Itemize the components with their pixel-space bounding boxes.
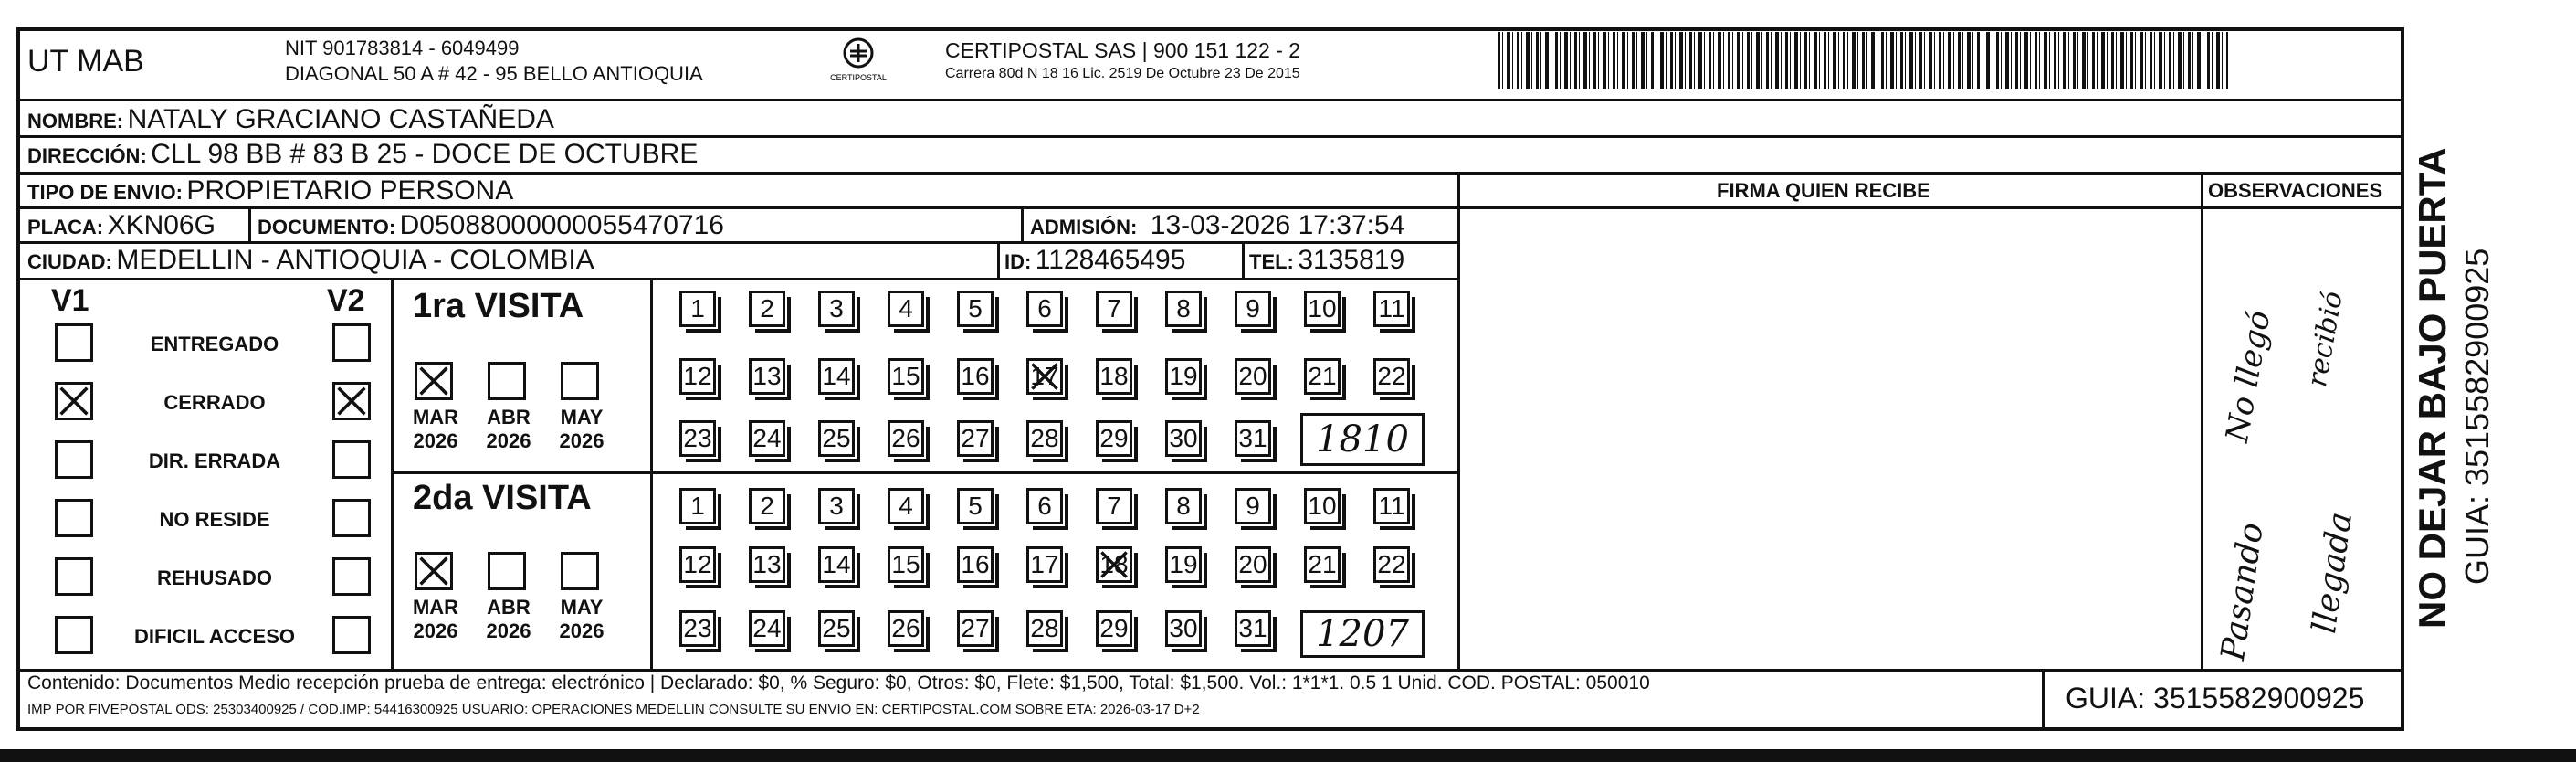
day-box[interactable] [1373, 358, 1410, 395]
day-box[interactable] [1165, 358, 1202, 395]
divider [1021, 208, 1024, 241]
day-box[interactable] [679, 358, 716, 395]
address-field [27, 139, 698, 170]
name-label: NOMBRE: [27, 110, 124, 132]
day-box[interactable] [888, 610, 924, 647]
day-number: 20 [1238, 362, 1267, 390]
day-box[interactable] [1165, 291, 1202, 327]
observations-column-right [2402, 99, 2404, 674]
day-box[interactable] [888, 358, 924, 395]
v2-status-checkbox[interactable] [332, 499, 371, 537]
company-address: DIAGONAL 50 A # 42 - 95 BELLO ANTIOQUIA [285, 62, 703, 85]
day-number: 16 [961, 362, 990, 390]
day-box[interactable] [679, 291, 716, 327]
day-number: 5 [968, 294, 983, 323]
name-value: NATALY GRACIANO CASTAÑEDA [127, 104, 554, 134]
year-label: 2026 [486, 619, 531, 642]
day-box[interactable] [1096, 420, 1132, 457]
observations-header: OBSERVACIONES [2208, 179, 2383, 202]
second-visit-title: 2da VISITA [413, 479, 592, 517]
divider [16, 278, 1457, 280]
day-number: 21 [1308, 362, 1337, 390]
day-box[interactable] [1165, 420, 1202, 457]
month-checkbox[interactable] [561, 552, 599, 590]
observation-handwriting: No llegó [2219, 308, 2278, 445]
v2-status-checkbox[interactable] [332, 616, 371, 654]
day-number: 30 [1169, 614, 1198, 642]
day-box[interactable] [679, 546, 716, 583]
year-label: 2026 [486, 429, 531, 452]
send-type-field [27, 175, 513, 206]
observation-handwriting: llegada [2306, 509, 2360, 636]
visit-divider [391, 471, 1459, 474]
day-box[interactable] [1096, 610, 1132, 647]
document-field [258, 210, 724, 241]
observations-column-left [2201, 172, 2203, 671]
day-box[interactable] [1304, 546, 1341, 583]
side-guide-number: GUIA: 3515582900925 [2458, 248, 2496, 585]
year-label: 2026 [559, 429, 605, 452]
day-box[interactable] [749, 488, 785, 524]
signature-header: FIRMA QUIEN RECIBE [1717, 179, 1930, 202]
day-number: 19 [1169, 362, 1198, 390]
day-box[interactable] [818, 546, 855, 583]
month-checkbox[interactable] [415, 362, 453, 400]
day-number: 7 [1107, 294, 1121, 323]
day-number: 19 [1169, 550, 1198, 578]
v1-status-checkbox[interactable] [55, 557, 93, 596]
day-number: 25 [822, 614, 851, 642]
footer-guide-number: GUIA: 3515582900925 [2066, 682, 2365, 714]
status-label: DIFICIL ACCESO [133, 625, 295, 648]
day-number: 1 [690, 492, 705, 520]
status-label: NO RESIDE [159, 508, 270, 531]
day-number: 27 [961, 614, 990, 642]
day-number: 11 [1378, 294, 1405, 323]
tel-label: TEL: [1249, 250, 1294, 273]
v1-status-checkbox[interactable] [55, 440, 93, 479]
day-number: 20 [1238, 550, 1267, 578]
day-number: 29 [1099, 614, 1129, 642]
day-box[interactable] [1373, 488, 1410, 524]
day-number: 30 [1169, 424, 1198, 452]
day-box[interactable] [957, 291, 994, 327]
day-number: 22 [1377, 550, 1406, 578]
carrier-license: Carrera 80d N 18 16 Lic. 2519 De Octubre 23 De 2015 [945, 66, 1300, 81]
address-value: CLL 98 BB # 83 B 25 - DOCE DE OCTUBRE [151, 139, 699, 169]
day-box[interactable] [1235, 488, 1271, 524]
divider [16, 135, 2404, 138]
first-visit-time: 1810 [1300, 413, 1425, 466]
day-number: 27 [961, 424, 990, 452]
month-label: MAY [560, 596, 604, 619]
id-field [1004, 245, 1185, 276]
day-number: 9 [1246, 294, 1260, 323]
day-box[interactable] [818, 420, 855, 457]
v2-status-checkbox[interactable] [332, 382, 371, 420]
month-checkbox[interactable] [561, 362, 599, 400]
day-number: 13 [752, 550, 782, 578]
day-box[interactable] [749, 546, 785, 583]
barcode [1498, 32, 2228, 89]
day-box[interactable] [818, 291, 855, 327]
svg-text:CERTIPOSTAL: CERTIPOSTAL [830, 73, 887, 82]
admission-label: ADMISIÓN: [1030, 216, 1138, 238]
day-number: 26 [891, 424, 920, 452]
city-value: MEDELLIN - ANTIOQUIA - COLOMBIA [116, 245, 594, 275]
day-box[interactable] [1165, 546, 1202, 583]
observation-handwriting: recibió [2301, 289, 2350, 390]
day-number: 6 [1037, 294, 1052, 323]
bottom-border [0, 749, 2576, 762]
day-number: 29 [1099, 424, 1129, 452]
day-box[interactable] [1165, 610, 1202, 647]
day-number: 31 [1238, 424, 1267, 452]
day-box[interactable] [957, 420, 994, 457]
company-nit: NIT 901783814 - 6049499 [285, 37, 520, 59]
day-number: 4 [899, 294, 913, 323]
day-number: 2 [760, 492, 774, 520]
day-box[interactable] [818, 610, 855, 647]
day-number: 12 [683, 362, 712, 390]
day-mark-icon [1029, 361, 1060, 392]
day-box[interactable] [1235, 358, 1271, 395]
day-box[interactable] [1235, 420, 1271, 457]
day-number: 14 [822, 362, 851, 390]
day-box[interactable] [1373, 291, 1410, 327]
day-number: 28 [1030, 424, 1059, 452]
v2-status-checkbox[interactable] [332, 557, 371, 596]
divider [16, 99, 2404, 101]
day-box[interactable] [957, 610, 994, 647]
month-checkbox[interactable] [488, 362, 526, 400]
day-number: 24 [752, 614, 782, 642]
day-number: 17 [1030, 550, 1059, 578]
admission-field [1030, 210, 1404, 241]
day-number: 2 [760, 294, 774, 323]
day-box[interactable] [1096, 546, 1132, 583]
document-value: D05088000000055470716 [399, 210, 724, 240]
month-checkbox[interactable] [415, 552, 453, 590]
day-box[interactable] [888, 488, 924, 524]
address-label: DIRECCIÓN: [27, 144, 147, 167]
day-number: 17 [1030, 362, 1059, 390]
day-box[interactable] [1026, 358, 1063, 395]
status-label: CERRADO [163, 391, 266, 414]
day-number: 28 [1030, 614, 1059, 642]
status-label: ENTREGADO [150, 333, 279, 355]
send-type-label: TIPO DE ENVIO: [27, 181, 183, 204]
day-number: 25 [822, 424, 851, 452]
day-box[interactable] [1096, 488, 1132, 524]
day-box[interactable] [679, 488, 716, 524]
status-label: REHUSADO [157, 566, 272, 589]
day-box[interactable] [1304, 358, 1341, 395]
day-number: 18 [1099, 550, 1129, 578]
divider [2042, 669, 2045, 729]
year-label: 2026 [559, 619, 605, 642]
day-box[interactable] [1026, 546, 1063, 583]
v2-status-checkbox[interactable] [332, 440, 371, 479]
day-number: 5 [968, 492, 983, 520]
plate-label: PLACA: [27, 216, 104, 238]
divider [16, 669, 2404, 672]
day-box[interactable] [1304, 291, 1341, 327]
year-label: 2026 [413, 619, 458, 642]
day-mark-icon [1099, 549, 1130, 580]
status-label: DIR. ERRADA [148, 450, 281, 472]
footer-print-info: IMP POR FIVEPOSTAL ODS: 25303400925 / COD.IMP: 54416300925 USUARIO: OPERACIONES MEDELLIN CONSULTE SU ENVIO EN: CERTIPOSTAL.COM SOBRE ETA: 2026-03-17 D+2 [27, 702, 1200, 717]
day-box[interactable] [1304, 488, 1341, 524]
day-number: 18 [1099, 362, 1129, 390]
second-visit-time: 1207 [1300, 610, 1425, 658]
day-box[interactable] [1026, 610, 1063, 647]
day-number: 8 [1176, 492, 1191, 520]
day-box[interactable] [1096, 291, 1132, 327]
day-box[interactable] [1026, 291, 1063, 327]
day-number: 7 [1107, 492, 1121, 520]
admission-value: 13-03-2026 17:37:54 [1150, 210, 1405, 240]
day-number: 26 [891, 614, 920, 642]
city-label: CIUDAD: [27, 250, 112, 273]
document-label: DOCUMENTO: [258, 216, 396, 238]
day-number: 14 [822, 550, 851, 578]
month-label: MAY [560, 406, 604, 429]
divider [391, 278, 394, 671]
month-label: ABR [487, 406, 531, 429]
day-number: 23 [683, 614, 712, 642]
day-number: 9 [1246, 492, 1260, 520]
send-type-value: PROPIETARIO PERSONA [186, 175, 514, 206]
day-number: 4 [899, 492, 913, 520]
day-box[interactable] [957, 488, 994, 524]
day-box[interactable] [888, 420, 924, 457]
carrier-name: CERTIPOSTAL SAS | 900 151 122 - 2 [945, 38, 1301, 62]
day-box[interactable] [818, 358, 855, 395]
name-field [27, 104, 554, 135]
day-number: 10 [1308, 492, 1337, 520]
day-number: 15 [891, 362, 920, 390]
month-label: MAR [412, 406, 459, 429]
day-box[interactable] [679, 610, 716, 647]
first-visit-title: 1ra VISITA [413, 287, 584, 325]
v1-status-checkbox[interactable] [55, 499, 93, 537]
observation-handwriting: Pasando [2214, 520, 2271, 663]
v1-status-checkbox[interactable] [55, 616, 93, 654]
v1-status-checkbox[interactable] [55, 323, 93, 362]
day-box[interactable] [749, 420, 785, 457]
day-number: 8 [1176, 294, 1191, 323]
month-checkbox[interactable] [488, 552, 526, 590]
v2-label: V2 [327, 283, 365, 318]
certipostal-logo-icon [830, 35, 887, 84]
day-box[interactable] [1165, 488, 1202, 524]
day-number: 3 [829, 492, 844, 520]
footer-content: Contenido: Documentos Medio recepción prueba de entrega: electrónico | Declarado: $0, % Seguro: $0, Otros: $0, Flete: $1,500, Total: $1,500. Vol.: 1*1*1. 0.5 1 Unid. COD. POSTAL: 050010 [27, 672, 1650, 693]
day-number: 22 [1377, 362, 1406, 390]
day-number: 31 [1238, 614, 1267, 642]
v1-status-checkbox[interactable] [55, 382, 93, 420]
day-box[interactable] [1373, 546, 1410, 583]
day-box[interactable] [888, 546, 924, 583]
day-box[interactable] [1235, 546, 1271, 583]
divider [1242, 243, 1245, 278]
day-number: 1 [690, 294, 705, 323]
divider [248, 208, 251, 241]
day-number: 23 [683, 424, 712, 452]
day-box[interactable] [957, 546, 994, 583]
day-number: 10 [1308, 294, 1337, 323]
day-number: 13 [752, 362, 782, 390]
signature-column-left [1457, 172, 1460, 671]
day-box[interactable] [679, 420, 716, 457]
day-number: 12 [683, 550, 712, 578]
day-box[interactable] [818, 488, 855, 524]
day-number: 21 [1308, 550, 1337, 578]
day-box[interactable] [1235, 610, 1271, 647]
v1-label: V1 [51, 283, 89, 318]
year-label: 2026 [413, 429, 458, 452]
day-number: 11 [1378, 492, 1405, 520]
tel-value: 3135819 [1298, 245, 1405, 275]
day-box[interactable] [957, 358, 994, 395]
company-name: UT MAB [27, 44, 144, 79]
day-box[interactable] [749, 610, 785, 647]
divider [650, 278, 653, 671]
day-number: 6 [1037, 492, 1052, 520]
day-number: 16 [961, 550, 990, 578]
day-number: 3 [829, 294, 844, 323]
day-box[interactable] [749, 358, 785, 395]
v2-status-checkbox[interactable] [332, 323, 371, 362]
divider [16, 206, 2404, 209]
id-value: 1128465495 [1035, 245, 1186, 275]
month-label: MAR [412, 596, 459, 619]
city-field [27, 245, 594, 276]
day-number: 15 [891, 550, 920, 578]
day-box[interactable] [1235, 291, 1271, 327]
day-box[interactable] [749, 291, 785, 327]
plate-field [27, 210, 216, 241]
day-box[interactable] [888, 291, 924, 327]
day-box[interactable] [1026, 420, 1063, 457]
tel-field [1249, 245, 1404, 276]
id-label: ID: [1004, 250, 1032, 273]
day-number: 24 [752, 424, 782, 452]
month-label: ABR [487, 596, 531, 619]
plate-value: XKN06G [107, 210, 216, 240]
divider [16, 172, 2404, 175]
day-box[interactable] [1026, 488, 1063, 524]
divider [997, 243, 1000, 278]
no-leave-under-door-warning: NO DEJAR BAJO PUERTA [2411, 147, 2454, 629]
day-box[interactable] [1096, 358, 1132, 395]
